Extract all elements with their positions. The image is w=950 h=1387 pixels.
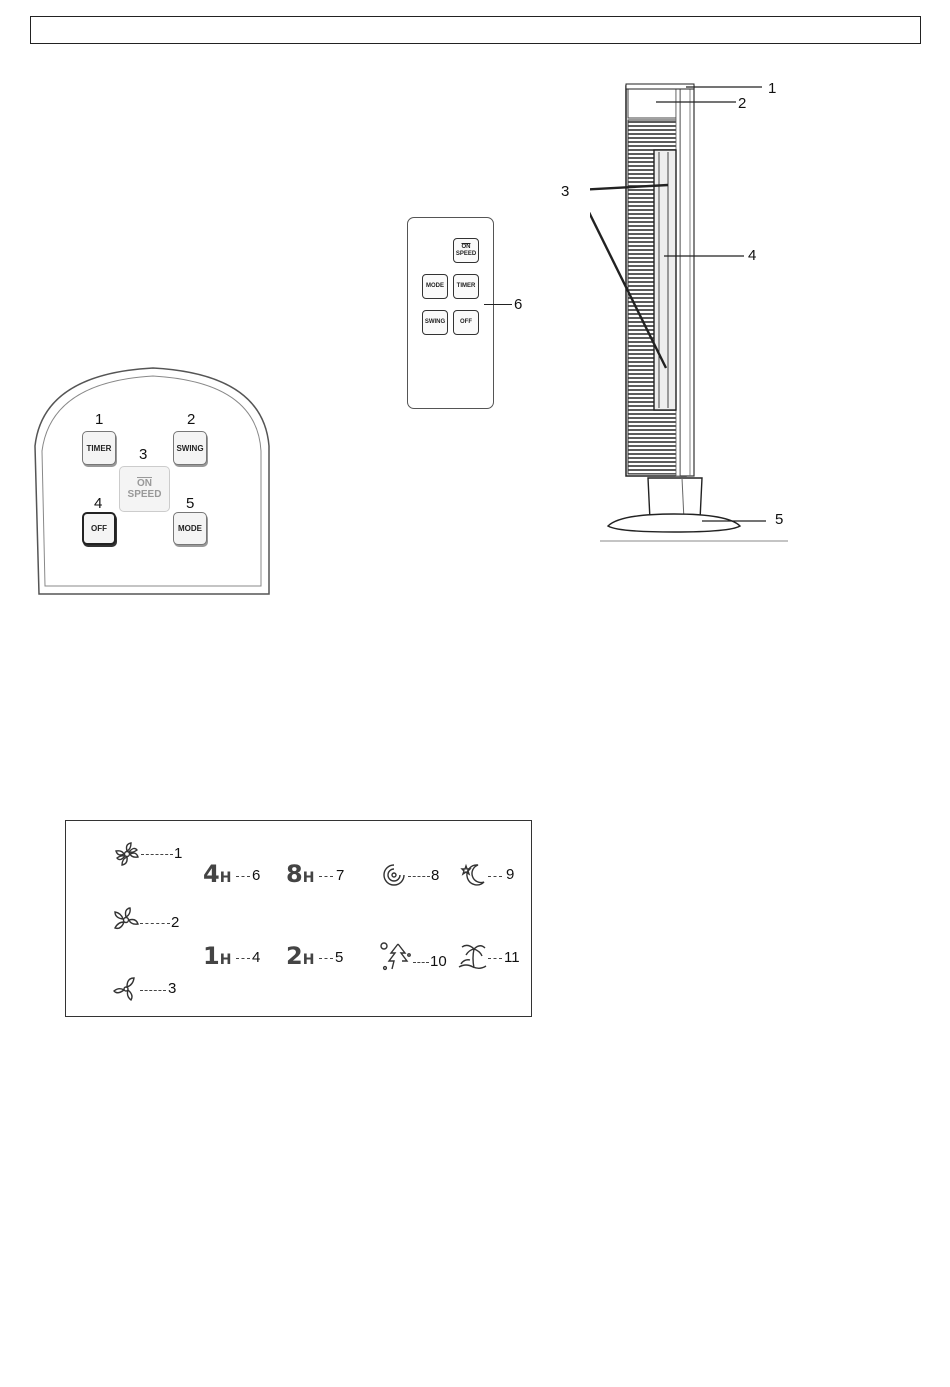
timer-1h-indicator (203, 942, 231, 970)
panel-timer-button[interactable]: TIMER (82, 431, 116, 465)
remote-off-button[interactable]: OFF (453, 310, 479, 335)
panel-swing-button[interactable]: SWING (173, 431, 207, 465)
tower-fan-illustration (590, 80, 800, 545)
legend-leader-1 (141, 854, 173, 855)
panel-callout-3: 3 (139, 446, 148, 463)
legend-callout-4: 4 (252, 949, 261, 966)
timer-8h-digit: 8 (286, 860, 303, 888)
legend-leader-11 (488, 958, 502, 959)
timer-4h-unit: H (219, 870, 232, 886)
header-box (30, 16, 921, 44)
remote-body (407, 217, 494, 409)
remote-mode-button[interactable]: MODE (422, 274, 448, 299)
panel-callout-5: 5 (186, 495, 195, 512)
fan-speed-medium-icon (112, 906, 140, 934)
panel-callout-2: 2 (187, 411, 196, 428)
legend-leader-10 (413, 962, 429, 963)
timer-4h-indicator (203, 860, 231, 888)
remote-swing-button[interactable]: SWING (422, 310, 448, 335)
timer-1h-digit: 1 (203, 942, 220, 970)
timer-2h-unit: H (302, 952, 315, 968)
remote-leader-line (484, 304, 512, 305)
natural-mode-icon (379, 940, 413, 972)
legend-callout-8: 8 (431, 867, 440, 884)
remote-on-speed-button[interactable] (453, 238, 479, 263)
panel-speed-label: SPEED (127, 489, 162, 500)
beach-mode-icon (456, 940, 488, 972)
legend-callout-5: 5 (335, 949, 344, 966)
legend-callout-10: 10 (430, 953, 447, 970)
legend-leader-5 (319, 958, 333, 959)
legend-leader-7 (319, 876, 333, 877)
panel-callout-1: 1 (95, 411, 104, 428)
legend-leader-8 (408, 876, 430, 877)
remote-speed-label: SPEED (455, 250, 477, 257)
remote-callout-6: 6 (514, 296, 523, 313)
remote-timer-button[interactable]: TIMER (453, 274, 479, 299)
panel-mode-button[interactable]: MODE (173, 512, 207, 545)
panel-on-speed-button[interactable] (119, 466, 170, 512)
timer-2h-digit: 2 (286, 942, 303, 970)
panel-on-label: $\overline{ON}$ (137, 478, 152, 489)
fan-callout-1: 1 (768, 80, 777, 97)
panel-callout-4: 4 (94, 495, 103, 512)
timer-4h-digit: 4 (203, 860, 220, 888)
legend-leader-2 (140, 923, 170, 924)
fan-speed-high-icon (114, 841, 140, 867)
legend-callout-7: 7 (336, 867, 345, 884)
fan-callout-3: 3 (561, 183, 570, 200)
legend-callout-11: 11 (504, 949, 520, 966)
legend-callout-6: 6 (252, 867, 261, 884)
fan-callout-4: 4 (748, 247, 757, 264)
legend-leader-9 (488, 876, 502, 877)
legend-callout-3: 3 (168, 980, 177, 997)
legend-callout-9: 9 (506, 866, 515, 883)
fan-callout-2: 2 (738, 95, 747, 112)
fan-callout-5: 5 (775, 511, 784, 528)
legend-callout-1: 1 (174, 845, 183, 862)
legend-leader-3 (140, 990, 166, 991)
timer-1h-unit: H (219, 952, 232, 968)
fan-speed-low-icon (112, 975, 140, 1003)
timer-8h-unit: H (302, 870, 315, 886)
timer-8h-indicator (286, 860, 314, 888)
timer-2h-indicator (286, 942, 314, 970)
legend-leader-4 (236, 958, 250, 959)
legend-leader-6 (236, 876, 250, 877)
panel-off-button[interactable]: OFF (82, 512, 116, 545)
legend-callout-2: 2 (171, 914, 180, 931)
remote-on-label: $\overline{ON}$ (461, 243, 471, 250)
sleep-mode-icon (460, 862, 488, 888)
swing-icon (381, 862, 407, 888)
